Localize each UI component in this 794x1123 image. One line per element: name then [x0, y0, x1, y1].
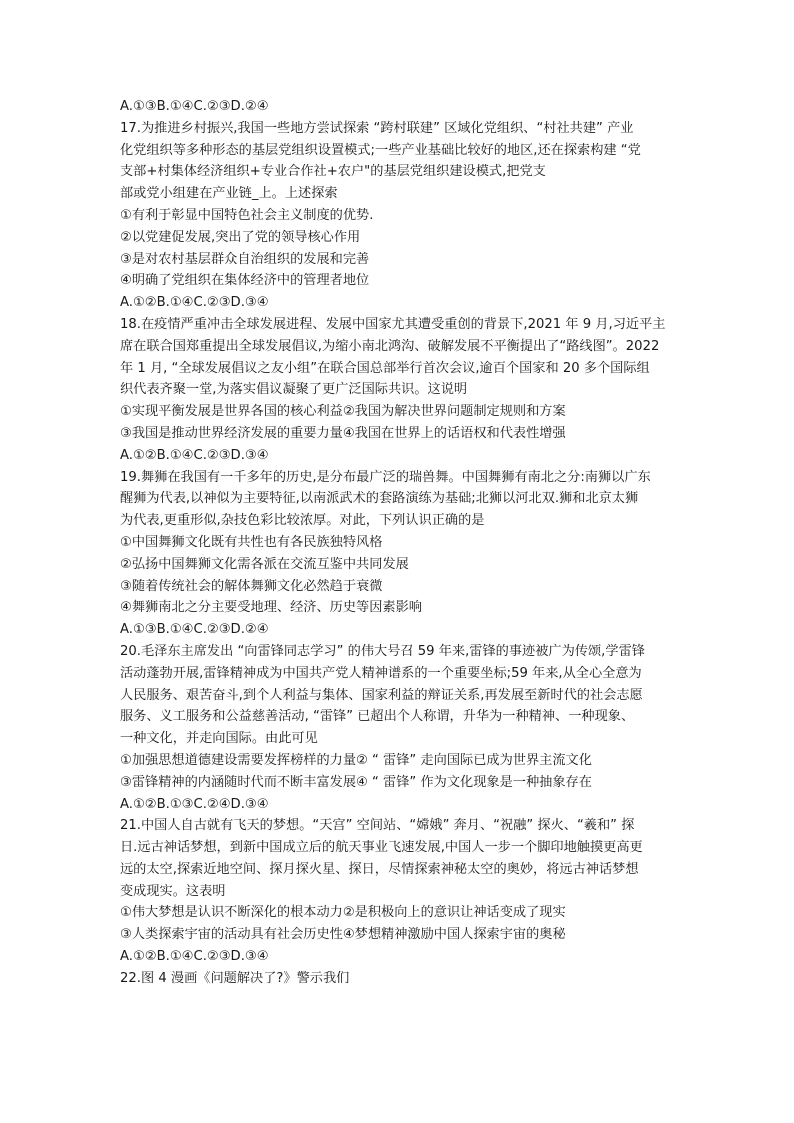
question-21-stem-line-3: 远的太空,探索近地空间、探月探火星、探日，尽情探索神秘太空的奥妙，将远古神话梦想	[120, 861, 639, 877]
question-22-stem-line-1: 22.图 4 漫画《问题解决了?》警示我们	[120, 970, 350, 986]
question-19-statement-4: ④舞狮南北之分主要受地理、经济、历史等因素影响	[120, 600, 422, 616]
answer-options-20: A.①②B.①③C.②④D.③④	[120, 796, 269, 812]
question-18-stem-line-2: 席在联合国郑重提出全球发展倡议,为缩小南北鸿沟、破解发展不平衡提出了“路线图”。2022	[120, 338, 660, 354]
question-21-stem-line-2: 日.远古神话梦想，到新中国成立后的航天事业飞速发展,中国人一步一个脚印地触摸更高更	[120, 840, 643, 856]
answer-options-19: A.①③B.①④C.②③D.②④	[120, 622, 269, 638]
document-page	[120, 96, 680, 990]
answer-options-17: A.①②B.①④C.②③D.③④	[120, 295, 269, 311]
question-21-stem-line-1: 21.中国人自古就有飞天的梦想。“天宫” 空间站、“嫦娥” 奔月、“祝融” 探火、“羲和” 探	[120, 818, 635, 834]
question-21-statements-3-4: ③人类探索宇宙的活动具有社会历史性④梦想精神激励中国人探索宇宙的奥秘	[120, 927, 566, 943]
question-19-stem-line-1: 19.舞狮在我国有一千多年的历史,是分布最广泛的瑞兽舞。中国舞狮有南北之分:南狮以广东	[120, 469, 651, 485]
question-17-statement-2: ②以党建促发展,突出了党的领导核心作用	[120, 229, 361, 245]
question-18-stem-line-1: 18.在疫情严重冲击全球发展进程、发展中国家尤其遭受重创的背景下,2021 年 9 月,习近平主	[120, 316, 666, 332]
question-20-stem-line-1: 20.毛泽东主席发出 “向雷锋同志学习” 的伟大号召 59 年来,雷锋的事迹被广为传颂,学雷锋	[120, 643, 645, 659]
question-20-stem-line-3: 人民服务、艰苦奋斗,到个人利益与集体、国家利益的辩证关系,再发展至新时代的社会志愿	[120, 687, 643, 703]
question-20-statements-3-4: ③雷锋精神的内涵随时代而不断丰富发展④ “ 雷锋” 作为文化现象是一种抽象存在	[120, 774, 592, 790]
question-20-stem-line-5: 一种文化，并走向国际。由此可见	[120, 731, 318, 747]
question-21-stem-line-4: 变成现实。这表明	[120, 883, 226, 899]
question-17-statement-4: ④明确了党组织在集体经济中的管理者地位	[120, 273, 370, 289]
question-17-statement-1: ①有利于彰显中国特色社会主义制度的优势.	[120, 207, 374, 223]
question-18-stem-line-4: 织代表齐聚一堂,为落实倡议凝聚了更广泛国际共识。这说明	[120, 382, 468, 398]
question-17-stem-line-1: 17.为推进乡村振兴,我国一些地方尝试探索 “跨村联建” 区域化党组织、“村社共建” 产业	[120, 120, 634, 136]
question-17-stem-line-4: 部或党小组建在产业链_上。上述探索	[120, 186, 338, 202]
question-19-statement-2: ②弘扬中国舞狮文化需各派在交流互鉴中共同发展	[120, 556, 409, 572]
question-20-stem-line-4: 服务、义工服务和公益慈善活动, “雷锋” 已超出个人称谓，升华为一种精神、一种现象、	[120, 709, 635, 725]
question-17-stem-line-2: 化党组织等多种形态的基层党组织设置模式;一些产业基础比较好的地区,还在探索构建 “党	[120, 142, 641, 158]
question-17-statement-3: ③是对农村基层群众自治组织的发展和完善	[120, 251, 370, 267]
answer-options-18: A.①②B.①④C.②③D.③④	[120, 447, 269, 463]
question-19-statement-1: ①中国舞狮文化既有共性也有各民族独特风格	[120, 534, 383, 550]
question-19-statement-3: ③随着传统社会的解体舞狮文化必然趋于衰微	[120, 578, 383, 594]
question-18-statements-3-4: ③我国是推动世界经济发展的重要力量④我国在世界上的话语权和代表性增强	[120, 425, 566, 441]
question-20-stem-line-2: 活动蓬勃开展,雷锋精神成为中国共产党人精神谱系的一个重要坐标;59 年来,从全心全意为	[120, 665, 642, 681]
question-20-statements-1-2: ①加强思想道德建设需要发挥榜样的力量② “ 雷锋” 走向国际已成为世界主流文化	[120, 752, 592, 768]
answer-options-21: A.①②B.①④C.②③D.③④	[120, 949, 269, 965]
answer-options-16: A.①③B.①④C.②③D.②④	[120, 99, 269, 114]
question-18-stem-line-3: 年 1 月, “全球发展倡议之友小组”在联合国总部举行首次会议,逾百个国家和 20 多个国际组	[120, 360, 650, 376]
question-17-stem-line-3: 支部+村集体经济组织+专业合作社+农户"的基层党组织建设模式,把党支	[120, 164, 546, 180]
question-19-stem-line-3: 为代表,更重形似,杂技色彩比较浓厚。对此，下列认识正确的是	[120, 513, 485, 529]
question-21-statements-1-2: ①伟大梦想是认识不断深化的根本动力②是积极向上的意识让神话变成了现实	[120, 905, 566, 921]
question-18-statements-1-2: ①实现平衡发展是世界各国的核心利益②我国为解决世界问题制定规则和方案	[120, 404, 566, 420]
question-19-stem-line-2: 醒狮为代表,以神似为主要特征,以南派武术的套路演练为基础;北狮以河北双.狮和北京太狮	[120, 491, 639, 507]
